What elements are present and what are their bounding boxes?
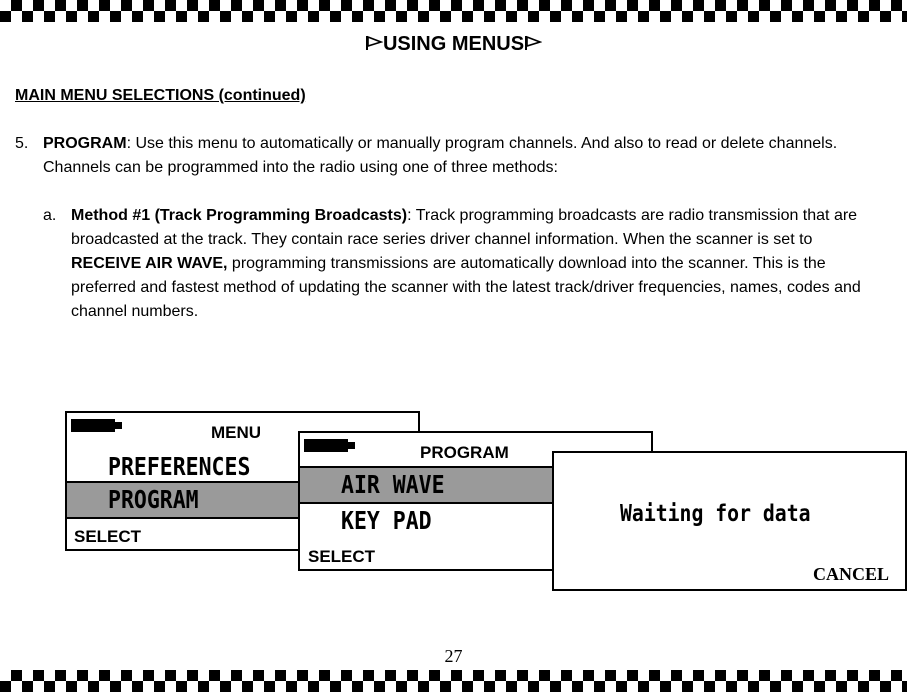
- lcd-waiting-screen: [552, 451, 907, 591]
- program-item-air-wave[interactable]: AIR WAVE: [300, 466, 651, 504]
- flag-icon: [365, 35, 383, 51]
- checkered-border-bottom: [0, 670, 907, 692]
- lcd-title: MENU: [211, 423, 262, 442]
- cancel-softkey[interactable]: CANCEL: [812, 564, 889, 584]
- battery-icon: [304, 439, 348, 452]
- method-text-2: programming transmissions are automatically download into the scanner. This is the preferred and fastest method of updating the scanner with the latest track/driver frequencies, names, codes and channel numbers.: [71, 255, 861, 320]
- section-heading: MAIN MENU SELECTIONS (continued): [15, 87, 306, 104]
- method-text-1: : Track programming broadcasts are radio transmission that are broadcasted at the track. They contain race series driver channel information. When the scanner is set to: [71, 207, 858, 248]
- lcd-title: PROGRAM: [420, 443, 509, 462]
- list-item-program: [15, 132, 885, 180]
- flag-icon: [524, 35, 542, 51]
- menu-item-preferences[interactable]: PREFERENCES: [108, 452, 251, 481]
- method-label: Method #1 (Track Programming Broadcasts): [71, 207, 408, 224]
- program-item-key-pad[interactable]: KEY PAD: [341, 506, 432, 535]
- page-title: [0, 33, 907, 56]
- checkered-border-top: [0, 0, 907, 22]
- method-emphasis: RECEIVE AIR WAVE,: [71, 255, 228, 272]
- waiting-message: Waiting for data: [620, 501, 811, 527]
- sublist-letter: a.: [43, 207, 57, 224]
- select-softkey[interactable]: SELECT: [308, 547, 376, 566]
- page-title-text: USING MENUS: [382, 33, 525, 55]
- item-description: : Use this menu to automatically or manually program channels. And also to read or delete channels. Channels can be programmed into the radio using one of three methods:: [43, 135, 838, 176]
- item-label: PROGRAM: [43, 135, 127, 152]
- select-softkey[interactable]: SELECT: [74, 527, 142, 546]
- list-number: 5.: [15, 135, 29, 152]
- sublist-item-method-1: [43, 204, 883, 324]
- battery-icon: [71, 419, 115, 432]
- page-number: 27: [444, 646, 463, 666]
- menu-item-program[interactable]: PROGRAM: [67, 481, 418, 519]
